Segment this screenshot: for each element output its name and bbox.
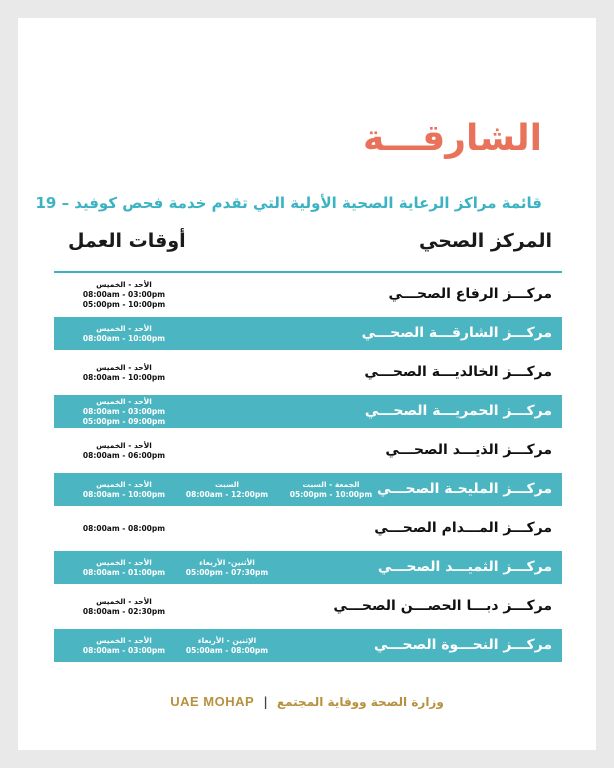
center-name: مركـــز المـــدام الصحـــي: [374, 520, 552, 536]
schedule-time: 08:00am - 10:00pm: [82, 333, 166, 343]
center-name: مركـــز الرفاع الصحـــي: [388, 286, 552, 302]
schedule-block: [178, 473, 276, 506]
schedule-time: 08:00am - 12:00pm: [185, 489, 269, 499]
footer-arabic: وزارة الصحة ووقاية المجتمع: [276, 694, 444, 709]
schedule-block: [78, 512, 170, 545]
table-row: [54, 278, 562, 311]
schedule-days: الأحد - الخميس: [96, 396, 152, 406]
schedule-time: 08:00am - 06:00pm: [82, 450, 166, 460]
schedule-block: [178, 551, 276, 584]
column-header-hours: أوقات العمل: [68, 230, 186, 252]
schedule-block: [78, 473, 170, 506]
schedule-block: [78, 278, 170, 311]
schedule-time: 08:00am - 01:00pm: [82, 567, 166, 577]
footer-separator: |: [263, 694, 268, 709]
table-row: [54, 356, 562, 389]
schedule-days: الأحد - الخميس: [96, 479, 152, 489]
page-title: الشارقـــة: [362, 118, 542, 159]
schedule-time: 05:00pm - 10:00pm: [289, 489, 373, 499]
center-name: مركـــز الشارقـــة الصحـــي: [361, 325, 552, 341]
footer-english: UAE MOHAP: [170, 694, 255, 709]
schedule-block: [78, 551, 170, 584]
table-row: [54, 512, 562, 545]
table-row: [54, 551, 562, 584]
schedule-block: [78, 629, 170, 662]
table-row: [54, 473, 562, 506]
centers-table: [54, 278, 562, 668]
column-header-center: المركز الصحي: [419, 230, 552, 252]
center-name: مركـــز الخالديـــة الصحـــي: [364, 364, 552, 380]
schedule-block: [178, 629, 276, 662]
schedule-days: الأحد - الخميس: [96, 279, 152, 289]
schedule-days: الأحد - الخميس: [96, 323, 152, 333]
schedule-block: [78, 590, 170, 623]
schedule-block: [78, 317, 170, 350]
schedule-block: [78, 434, 170, 467]
schedule-block: [280, 473, 382, 506]
table-row: [54, 590, 562, 623]
table-row: [54, 434, 562, 467]
schedule-time: 08:00am - 03:00pm: [82, 289, 166, 299]
center-name: مركـــز الحمريـــة الصحـــي: [364, 403, 552, 419]
schedule-time: 08:00am - 10:00pm: [82, 489, 166, 499]
schedule-days: الإثنين - الأربعاء: [197, 635, 257, 645]
schedule-days: الأحد - الخميس: [96, 635, 152, 645]
schedule-days: الأحد - الخميس: [96, 362, 152, 372]
schedule-time: 05:00pm - 09:00pm: [82, 416, 166, 426]
center-name: مركـــز الذيـــد الصحـــي: [385, 442, 552, 458]
schedule-days: السبت: [214, 479, 240, 489]
schedule-time: 08:00am - 02:30pm: [82, 606, 166, 616]
center-name: مركـــز النحـــوة الصحـــي: [373, 637, 552, 653]
schedule-days: الأحد - الخميس: [96, 440, 152, 450]
schedule-days: الأثنين- الأربعاء: [199, 557, 255, 567]
schedule-days: الأحد - الخميس: [96, 557, 152, 567]
schedule-time: 08:00am - 10:00pm: [82, 372, 166, 382]
schedule-time: 08:00am - 03:00pm: [82, 645, 166, 655]
footer: [0, 694, 614, 709]
table-row: [54, 317, 562, 350]
schedule-block: [78, 395, 170, 428]
schedule-days: الأحد - الخميس: [96, 596, 152, 606]
schedule-time: 08:00am - 08:00pm: [82, 523, 166, 533]
center-name: مركـــز المليحـة الصحـــي: [376, 481, 552, 497]
table-row: [54, 629, 562, 662]
schedule-block: [78, 356, 170, 389]
page-subtitle: قائمة مراكز الرعاية الصحية الأولية التي تقدم خدمة فحص كوفيد – 19: [35, 194, 542, 212]
table-row: [54, 395, 562, 428]
schedule-days: الجمعة - السبت: [302, 479, 360, 489]
schedule-time: 05:00pm - 07:30pm: [185, 567, 269, 577]
center-name: مركـــز الثميـــد الصحـــي: [377, 559, 552, 575]
schedule-time: 08:00am - 03:00pm: [82, 406, 166, 416]
center-name: مركـــز دبـــا الحصـــن الصحـــي: [333, 598, 552, 614]
header-divider: [54, 271, 562, 273]
schedule-time: 05:00pm - 10:00pm: [82, 299, 166, 309]
schedule-time: 05:00am - 08:00pm: [185, 645, 269, 655]
